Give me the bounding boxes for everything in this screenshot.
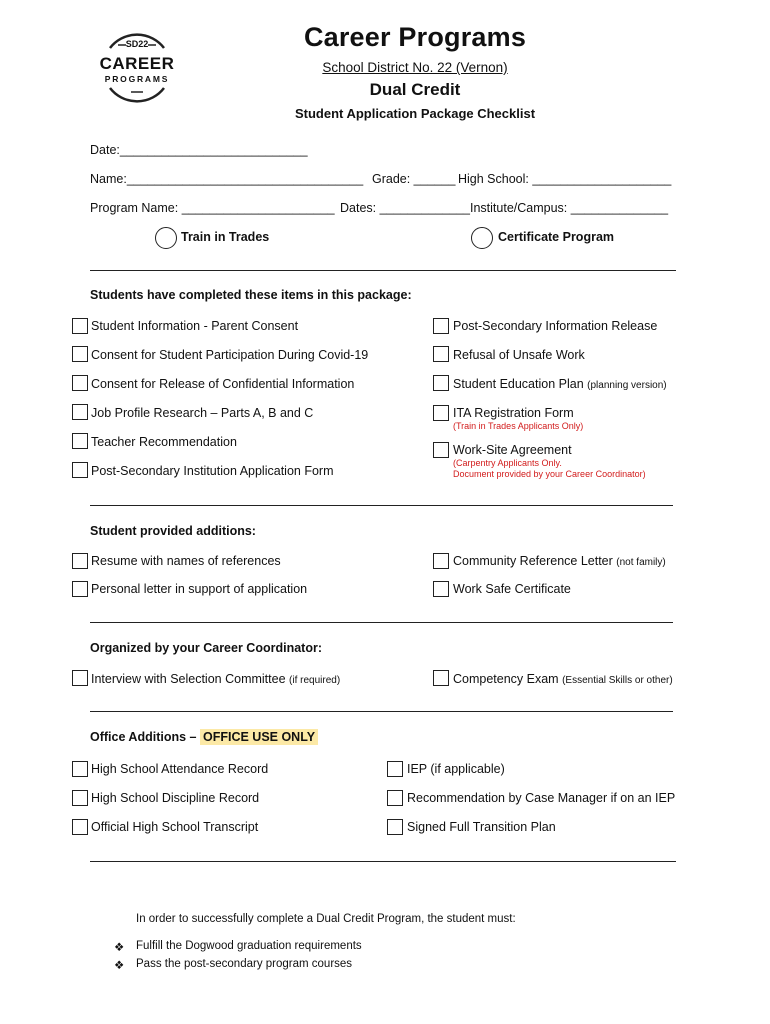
work-site-note-2: Document provided by your Career Coordinator): [453, 469, 646, 479]
job-profile-checkbox[interactable]: [72, 404, 88, 420]
coordinator-heading: Organized by your Career Coordinator:: [90, 641, 322, 655]
discipline-record-checkbox[interactable]: [72, 790, 88, 806]
logo-sd22: SD22: [125, 39, 149, 49]
attendance-record-label: High School Attendance Record: [91, 762, 269, 776]
grade-field[interactable]: Grade: ______: [372, 172, 456, 186]
bullet-icon: ❖: [114, 942, 125, 954]
job-profile-label: Job Profile Research – Parts A, B and C: [91, 406, 314, 420]
divider-1: [90, 270, 676, 271]
discipline-record-label: High School Discipline Record: [91, 791, 260, 805]
student-info-checkbox[interactable]: [72, 318, 88, 334]
program-name-field[interactable]: Program Name: ______________________: [90, 201, 335, 215]
train-in-trades-radio[interactable]: [155, 227, 177, 249]
office-additions-heading: Office Additions – OFFICE USE ONLY: [90, 730, 318, 744]
transcript-label: Official High School Transcript: [91, 820, 259, 834]
logo-programs: PROGRAMS: [104, 74, 170, 84]
office-use-only-highlight: OFFICE USE ONLY: [200, 729, 318, 745]
high-school-field[interactable]: High School: ____________________: [458, 172, 672, 186]
ita-registration-checkbox[interactable]: [433, 405, 449, 421]
footer-bullet-courses: Pass the post-secondary program courses: [136, 958, 353, 970]
footer-bullet-dogwood: Fulfill the Dogwood graduation requirements: [136, 940, 362, 952]
logo-career: CAREER: [99, 54, 175, 73]
institute-campus-field[interactable]: Institute/Campus: ______________: [470, 201, 669, 215]
personal-letter-checkbox[interactable]: [72, 581, 88, 597]
district-name: School District No. 22 (Vernon): [322, 60, 508, 75]
competency-exam-label: Competency Exam (Essential Skills or other): [453, 672, 673, 686]
completed-items-heading: Students have completed these items in this package:: [90, 288, 412, 302]
work-site-checkbox[interactable]: [433, 442, 449, 458]
case-manager-checkbox[interactable]: [387, 790, 403, 806]
case-manager-label: Recommendation by Case Manager if on an IEP: [407, 791, 676, 805]
unsafe-work-label: Refusal of Unsafe Work: [453, 348, 585, 362]
resume-checkbox[interactable]: [72, 553, 88, 569]
name-field[interactable]: Name:__________________________________: [90, 172, 364, 186]
student-info-label: Student Information - Parent Consent: [91, 319, 299, 333]
institution-application-label: Post-Secondary Institution Application Form: [91, 464, 334, 478]
bullet-icon: ❖: [114, 960, 125, 972]
iep-checkbox[interactable]: [387, 761, 403, 777]
confidential-release-checkbox[interactable]: [72, 375, 88, 391]
divider-4: [90, 711, 673, 712]
transition-plan-checkbox[interactable]: [387, 819, 403, 835]
community-reference-label: Community Reference Letter (not family): [453, 554, 666, 568]
teacher-recommendation-label: Teacher Recommendation: [91, 435, 237, 449]
date-field[interactable]: Date:___________________________: [90, 143, 308, 157]
divider-3: [90, 622, 673, 623]
work-site-note-1: (Carpentry Applicants Only.: [453, 458, 562, 468]
personal-letter-label: Personal letter in support of application: [91, 582, 308, 596]
iep-label: IEP (if applicable): [407, 762, 505, 776]
education-plan-label: Student Education Plan (planning version): [453, 377, 667, 391]
work-safe-checkbox[interactable]: [433, 581, 449, 597]
work-site-label: Work-Site Agreement: [453, 443, 572, 457]
student-additions-heading: Student provided additions:: [90, 524, 256, 538]
work-safe-label: Work Safe Certificate: [453, 582, 571, 596]
unsafe-work-checkbox[interactable]: [433, 346, 449, 362]
footer-intro: In order to successfully complete a Dual Credit Program, the student must:: [136, 913, 516, 925]
transition-plan-label: Signed Full Transition Plan: [407, 820, 556, 834]
interview-label: Interview with Selection Committee (if required): [91, 672, 341, 686]
attendance-record-checkbox[interactable]: [72, 761, 88, 777]
ita-registration-label: ITA Registration Form: [453, 406, 574, 420]
info-release-checkbox[interactable]: [433, 318, 449, 334]
competency-exam-checkbox[interactable]: [433, 670, 449, 686]
certificate-program-radio[interactable]: [471, 227, 493, 249]
covid-consent-label: Consent for Student Participation During Covid-19: [91, 348, 369, 362]
dates-field[interactable]: Dates: _____________: [340, 201, 470, 215]
info-release-label: Post-Secondary Information Release: [453, 319, 658, 333]
checklist-subtitle: Student Application Package Checklist: [294, 106, 536, 121]
community-reference-checkbox[interactable]: [433, 553, 449, 569]
interview-checkbox[interactable]: [72, 670, 88, 686]
confidential-release-label: Consent for Release of Confidential Information: [91, 377, 355, 391]
covid-consent-checkbox[interactable]: [72, 346, 88, 362]
institution-application-checkbox[interactable]: [72, 462, 88, 478]
certificate-program-label: Certificate Program: [498, 230, 615, 244]
train-in-trades-label: Train in Trades: [181, 230, 270, 244]
transcript-checkbox[interactable]: [72, 819, 88, 835]
page-title: Career Programs: [303, 22, 527, 52]
teacher-recommendation-checkbox[interactable]: [72, 433, 88, 449]
education-plan-checkbox[interactable]: [433, 375, 449, 391]
dual-credit-title: Dual Credit: [369, 80, 461, 99]
divider-5: [90, 861, 676, 862]
divider-2: [90, 505, 673, 506]
resume-label: Resume with names of references: [91, 554, 281, 568]
ita-note: (Train in Trades Applicants Only): [453, 421, 584, 431]
